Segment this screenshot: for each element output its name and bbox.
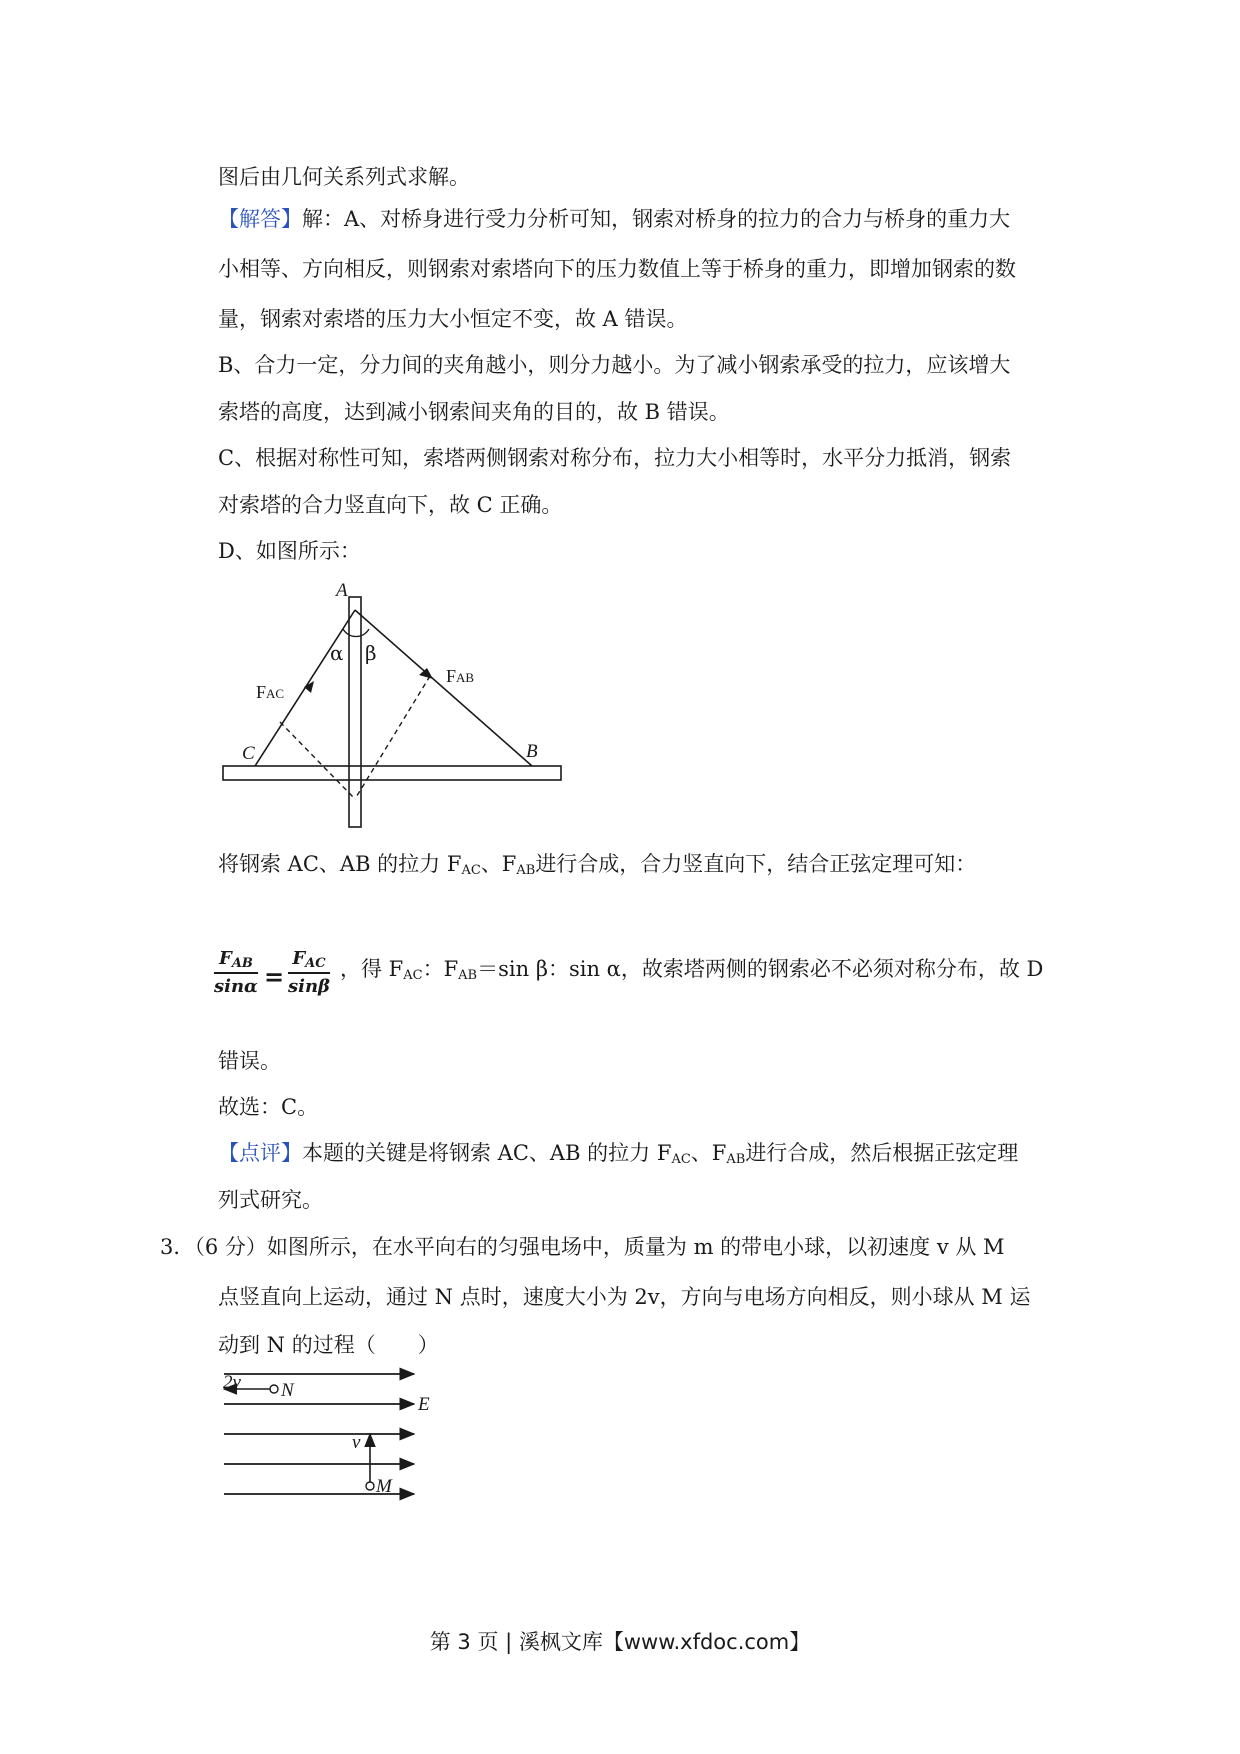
question-line: 3．（6 分）如图所示，在水平向右的匀强电场中，质量为 m 的带电小球，以初速度 v 从 M	[160, 1235, 1005, 1259]
label-fac: FAC	[256, 682, 285, 702]
text-line: 量，钢索对索塔的压力大小恒定不变，故 A 错误。	[218, 307, 688, 331]
label-2v: 2v	[223, 1372, 241, 1393]
label-v: v	[352, 1432, 361, 1453]
comment-tag: 【点评】	[218, 1141, 302, 1165]
arrowhead-fab	[419, 668, 433, 679]
field-diagram	[218, 1366, 458, 1516]
text-line: 对索塔的合力竖直向下，故 C 正确。	[218, 493, 563, 517]
cable-ab	[355, 610, 532, 766]
angle-arc	[343, 629, 369, 637]
text-line: 故选：C。	[218, 1095, 319, 1119]
point-m	[366, 1482, 374, 1490]
label-e: E	[418, 1394, 430, 1415]
text-line: 列式研究。	[218, 1188, 323, 1212]
label-m: M	[376, 1476, 392, 1497]
text-line: 图后由几何关系列式求解。	[218, 165, 470, 189]
fraction-left: $F_{AB}$ sinα	[214, 948, 258, 997]
text-line: 将钢索 AC、AB 的拉力 $F_{AC}$、$F_{AB}$进行合成，合力竖直向下，结合正弦定理可知：	[218, 852, 977, 878]
text-line: B、合力一定，分力间的夹角越小，则分力越小。为了减小钢索承受的拉力，应该增大	[218, 353, 1011, 377]
answer-tag: 【解答】	[218, 207, 302, 231]
text-line: 动到 N 的过程（ ）	[218, 1333, 439, 1357]
label-fab: FAB	[446, 666, 475, 686]
fraction-right: $F_{AC}$ sinβ	[288, 948, 331, 997]
label-c: C	[242, 743, 255, 764]
text-line: C、根据对称性可知，索塔两侧钢索对称分布，拉力大小相等时，水平分力抵消，钢索	[218, 446, 1012, 470]
label-beta: β	[365, 641, 377, 665]
dashed-line	[280, 722, 355, 799]
label-n: N	[281, 1380, 294, 1401]
label-a: A	[336, 582, 348, 601]
label-alpha: α	[330, 641, 344, 665]
text-line: 小相等、方向相反，则钢索对索塔向下的压力数值上等于桥身的重力，即增加钢索的数	[218, 257, 1016, 281]
point-n	[270, 1385, 278, 1393]
text-line: 【点评】本题的关键是将钢索 AC、AB 的拉力 $F_{AC}$、$F_{AB}$进行合成，然后根据正弦定理	[218, 1141, 1019, 1167]
label-b: B	[526, 741, 538, 762]
text-line: 点竖直向上运动，通过 N 点时，速度大小为 2v，方向与电场方向相反，则小球从 M 运	[218, 1285, 1031, 1309]
text-line: D、如图所示：	[218, 539, 361, 563]
equals-sign: =	[264, 962, 285, 991]
page-footer: 第 3 页 | 溪枫文库【www.xfdoc.com】	[429, 1630, 811, 1654]
text-line: 【解答】解：A、对桥身进行受力分析可知，钢索对桥身的拉力的合力与桥身的重力大	[218, 207, 1011, 231]
force-diagram	[220, 582, 570, 832]
bridge-deck	[223, 766, 561, 780]
text-line: 索塔的高度，达到减小钢索间夹角的目的，故 B 错误。	[218, 400, 730, 424]
text-line: ，得 $F_{AC}$：$F_{AB}=\sin$ β：sin α，故索塔两侧的钢索必不必须对称分布，故 D	[340, 957, 1044, 983]
text-line: 错误。	[218, 1049, 281, 1073]
